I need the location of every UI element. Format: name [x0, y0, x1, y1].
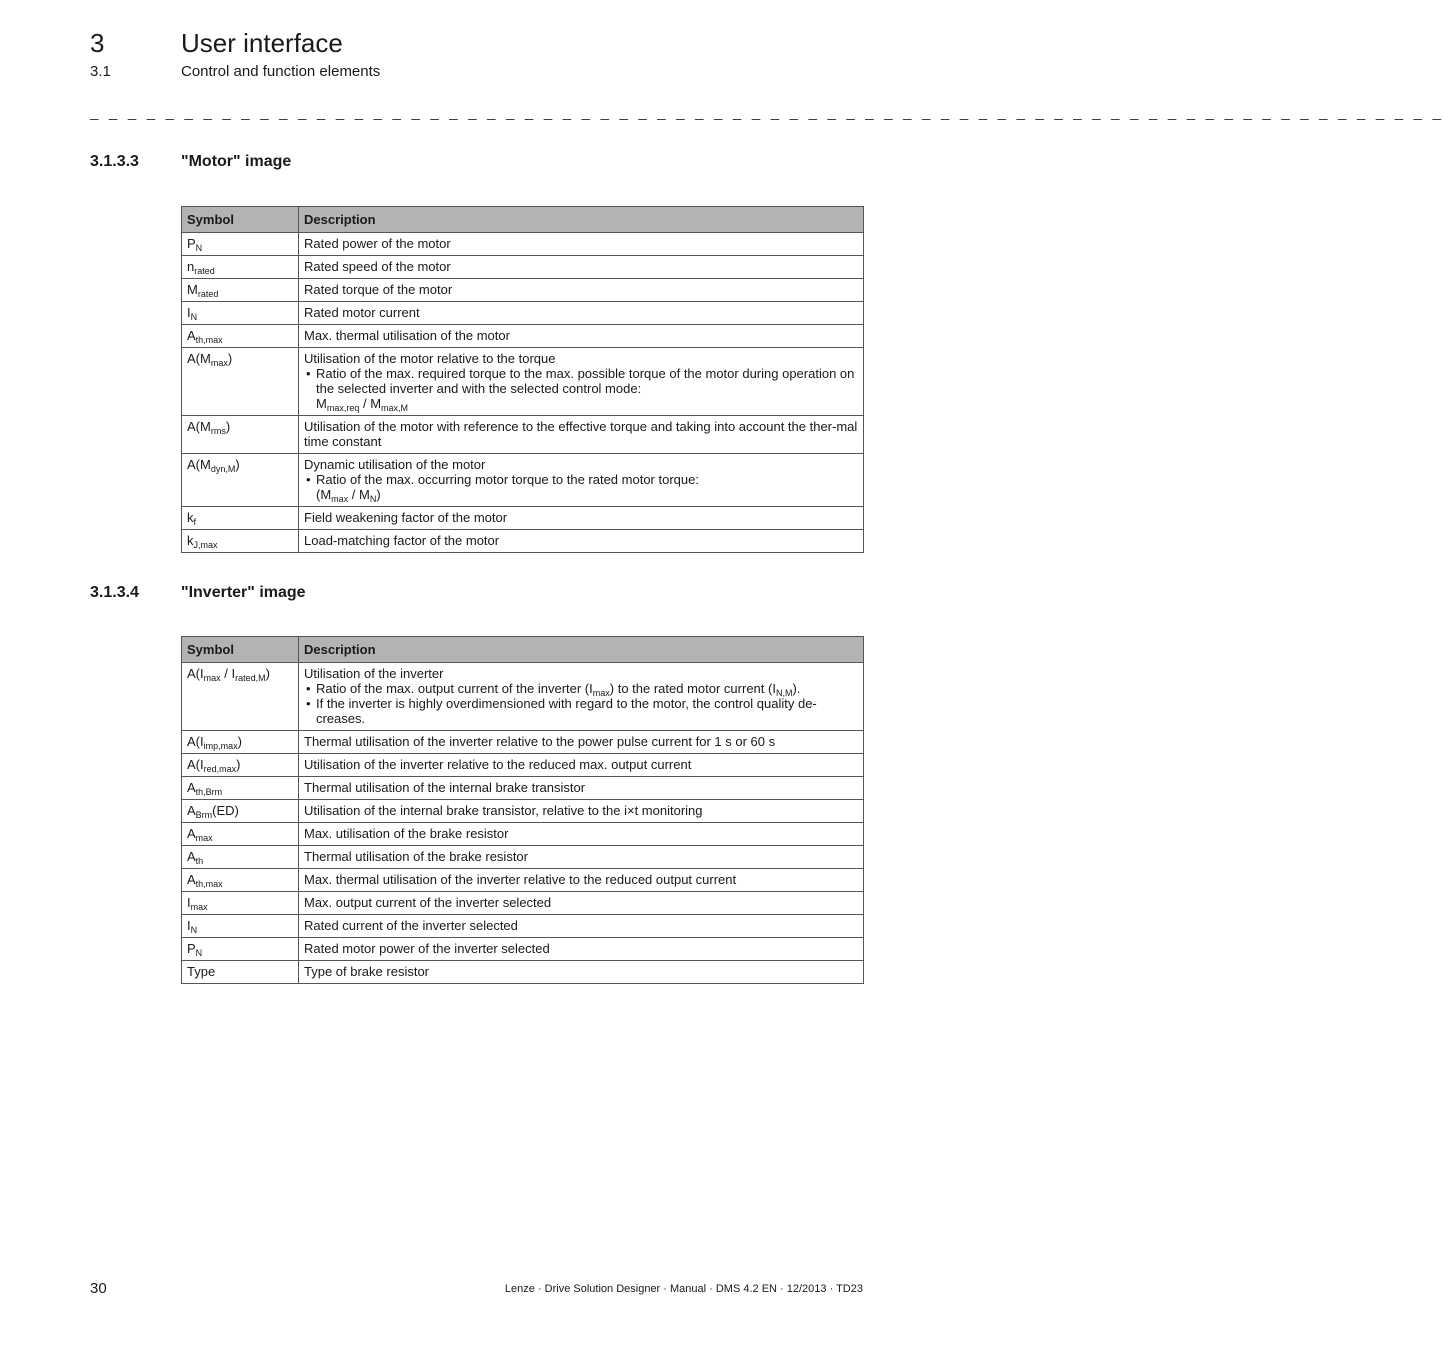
table-row	[182, 892, 864, 915]
symbol-text: A(I	[187, 734, 204, 749]
table-row	[182, 454, 864, 507]
symbol-text: A	[187, 872, 196, 887]
symbol-subscript: N	[190, 312, 198, 322]
table-row	[182, 325, 864, 348]
description-text: Thermal utilisation of the inverter relative to the power pulse current for 1 s or 60 s	[304, 734, 776, 749]
table-row	[182, 530, 864, 553]
symbol-text: P	[187, 236, 196, 251]
symbol-subscript: rated,M	[235, 673, 266, 683]
description-cell	[299, 325, 864, 348]
symbol-cell	[182, 823, 299, 846]
description-cell	[299, 302, 864, 325]
symbol-cell	[182, 416, 299, 454]
description-text: Rated motor current	[304, 305, 420, 320]
description-cell	[299, 663, 864, 731]
symbol-subscript: th,max	[195, 335, 223, 345]
symbol-text: A	[187, 826, 196, 841]
symbol-cell	[182, 961, 299, 984]
formula-text: M	[316, 396, 327, 411]
description-text: Utilisation of the inverter relative to the reduced max. output current	[304, 757, 692, 772]
formula-text: )	[376, 487, 381, 502]
description-text: Rated speed of the motor	[304, 259, 451, 274]
symbol-text: )	[227, 351, 233, 366]
symbol-text: A(I	[187, 666, 204, 681]
symbol-subscript: imp,max	[203, 741, 238, 751]
motor-section-title: "Motor" image	[181, 153, 292, 170]
symbol-cell	[182, 663, 299, 731]
table-row	[182, 915, 864, 938]
formula	[304, 487, 858, 502]
table-row	[182, 279, 864, 302]
symbol-text: I	[187, 895, 191, 910]
description-text: Utilisation of the motor with reference to the effective torque and taking into account the ther-mal time constant	[304, 419, 858, 449]
formula	[304, 396, 858, 411]
symbol-cell	[182, 915, 299, 938]
description-text: Rated torque of the motor	[304, 282, 453, 297]
formula-text: / M	[359, 396, 382, 411]
description-text: Rated motor power of the inverter selected	[304, 941, 550, 956]
description-column-header: Description	[299, 637, 864, 663]
symbol-cell	[182, 325, 299, 348]
symbol-text: A	[187, 849, 196, 864]
symbol-text: A(M	[187, 351, 211, 366]
symbol-cell	[182, 938, 299, 961]
formula-subscript: max,req	[326, 403, 360, 413]
bullet-text: Ratio of the max. output current of the inverter (I	[316, 681, 593, 696]
symbol-subscript: N	[195, 948, 203, 958]
description-text: Rated power of the motor	[304, 236, 451, 251]
description-cell	[299, 233, 864, 256]
symbol-subscript: th	[195, 856, 204, 866]
symbol-subscript: N	[190, 925, 198, 935]
description-text: Utilisation of the motor relative to the torque	[304, 351, 556, 366]
table-row	[182, 416, 864, 454]
symbol-text: )	[235, 457, 240, 472]
table-row	[182, 233, 864, 256]
table-row	[182, 754, 864, 777]
table-header-row	[182, 207, 864, 233]
description-text: Rated current of the inverter selected	[304, 918, 518, 933]
motor-section-number: 3.1.3.3	[90, 153, 139, 170]
description-cell	[299, 530, 864, 553]
description-cell	[299, 846, 864, 869]
symbol-column-header: Symbol	[182, 637, 299, 663]
formula-subscript: N	[369, 494, 377, 504]
description-text: Utilisation of the inverter	[304, 666, 444, 681]
description-cell	[299, 256, 864, 279]
symbol-text: )	[237, 734, 242, 749]
description-cell	[299, 823, 864, 846]
table-row	[182, 869, 864, 892]
description-text: Thermal utilisation of the brake resistor	[304, 849, 528, 864]
header-divider: _ _ _ _ _ _ _ _ _ _ _ _ _ _ _ _ _ _ _ _ _ _ _ _ _ _ _ _ _ _ _ _ _ _ _ _ _ _ _ _ _ _ _ _ _ _ _ _ _ _ _ _ _ _ _ _ _ _ _ _ _ _ _ _ _ _ _ _ _ _ _ _	[90, 104, 1444, 121]
description-cell	[299, 915, 864, 938]
symbol-text: I	[187, 918, 191, 933]
table-row	[182, 507, 864, 530]
document-info: Lenze · Drive Solution Designer · Manual · DMS 4.2 EN · 12/2013 · TD23	[504, 1283, 863, 1295]
description-cell	[299, 938, 864, 961]
description-text: Max. output current of the inverter selected	[304, 895, 552, 910]
symbol-cell	[182, 454, 299, 507]
table-row	[182, 961, 864, 984]
symbol-column-header: Symbol	[182, 207, 299, 233]
description-cell	[299, 348, 864, 416]
symbol-cell	[182, 800, 299, 823]
inverter-section-number: 3.1.3.4	[90, 584, 139, 601]
description-cell	[299, 754, 864, 777]
formula-text: (M	[316, 487, 332, 502]
symbol-text: A	[187, 328, 196, 343]
symbol-cell	[182, 256, 299, 279]
description-text: Type of brake resistor	[304, 964, 429, 979]
symbol-cell	[182, 869, 299, 892]
symbol-text: )	[225, 419, 231, 434]
symbol-cell	[182, 530, 299, 553]
table-row	[182, 663, 864, 731]
symbol-subscript: N	[195, 243, 203, 253]
bullet-item: • Ratio of the max. occurring motor torque to the rated motor torque:	[304, 472, 858, 487]
symbol-text: (ED)	[212, 803, 239, 818]
description-column-header: Description	[299, 207, 864, 233]
symbol-cell	[182, 302, 299, 325]
description-text: Load-matching factor of the motor	[304, 533, 500, 548]
bullet-subscript: N,M	[775, 688, 793, 698]
bullet-item	[304, 681, 858, 696]
table-row	[182, 938, 864, 961]
formula-subscript: max,M	[381, 403, 409, 413]
symbol-subscript: th,Brm	[195, 787, 223, 797]
formula-subscript: max	[331, 494, 349, 504]
symbol-text: Type	[187, 964, 216, 979]
formula-text: / M	[348, 487, 370, 502]
description-text: Utilisation of the internal brake transistor, relative to the i×t monitoring	[304, 803, 703, 818]
description-cell	[299, 731, 864, 754]
bullet-text: ) to the rated motor current (I	[609, 681, 776, 696]
description-text: Dynamic utilisation of the motor	[304, 457, 486, 472]
description-text: Max. thermal utilisation of the inverter relative to the reduced output current	[304, 872, 737, 887]
section-title: Control and function elements	[181, 63, 381, 80]
symbol-subscript: max	[195, 833, 213, 843]
symbol-subscript: red,max	[203, 764, 237, 774]
symbol-text: n	[187, 259, 195, 274]
symbol-cell	[182, 777, 299, 800]
symbol-text: I	[187, 305, 191, 320]
table-row	[182, 777, 864, 800]
description-cell	[299, 507, 864, 530]
bullet-text: ).	[792, 681, 801, 696]
symbol-text: k	[187, 533, 194, 548]
symbol-subscript: f	[193, 517, 197, 527]
description-cell	[299, 869, 864, 892]
symbol-subscript: rms	[210, 426, 226, 436]
symbol-text: A	[187, 780, 196, 795]
table-row	[182, 348, 864, 416]
symbol-text: A(M	[187, 457, 211, 472]
symbol-text: / I	[220, 666, 236, 681]
symbol-text: P	[187, 941, 196, 956]
description-text: Thermal utilisation of the internal brake transistor	[304, 780, 586, 795]
table-row	[182, 800, 864, 823]
symbol-cell	[182, 233, 299, 256]
bullet-item: • If the inverter is highly overdimensioned with regard to the motor, the control quality de-creases.	[304, 696, 858, 726]
symbol-subscript: Brm	[195, 810, 213, 820]
description-cell	[299, 800, 864, 823]
symbol-cell	[182, 892, 299, 915]
table-row	[182, 302, 864, 325]
symbol-subscript: max	[210, 358, 228, 368]
motor-symbol-table	[181, 206, 864, 553]
bullet-item: • Ratio of the max. required torque to the max. possible torque of the motor during operation on the selected inverter and with the selected control mode:	[304, 366, 858, 396]
symbol-subscript: max	[203, 673, 221, 683]
table-header-row	[182, 637, 864, 663]
table-row	[182, 256, 864, 279]
symbol-subscript: dyn,M	[210, 464, 236, 474]
page-number: 30	[90, 1280, 107, 1297]
inverter-symbol-table	[181, 636, 864, 984]
symbol-cell	[182, 846, 299, 869]
symbol-text: )	[265, 666, 270, 681]
description-cell	[299, 892, 864, 915]
symbol-cell	[182, 754, 299, 777]
bullet-subscript: max	[592, 688, 610, 698]
symbol-subscript: rated	[194, 266, 215, 276]
table-row	[182, 823, 864, 846]
section-number: 3.1	[90, 63, 111, 80]
symbol-text: A(I	[187, 757, 204, 772]
description-cell	[299, 777, 864, 800]
symbol-text: k	[187, 510, 194, 525]
table-row	[182, 731, 864, 754]
symbol-cell	[182, 507, 299, 530]
inverter-section-title: "Inverter" image	[181, 584, 306, 601]
description-text: Max. thermal utilisation of the motor	[304, 328, 510, 343]
chapter-number: 3	[90, 28, 105, 58]
description-cell	[299, 454, 864, 507]
symbol-cell	[182, 731, 299, 754]
symbol-text: A(M	[187, 419, 211, 434]
symbol-subscript: rated	[197, 289, 219, 299]
description-text: Field weakening factor of the motor	[304, 510, 508, 525]
symbol-text: A	[187, 803, 196, 818]
description-cell	[299, 416, 864, 454]
description-cell	[299, 279, 864, 302]
description-text: Max. utilisation of the brake resistor	[304, 826, 509, 841]
symbol-cell	[182, 348, 299, 416]
chapter-title: User interface	[181, 28, 343, 58]
symbol-subscript: max	[190, 902, 208, 912]
symbol-cell	[182, 279, 299, 302]
symbol-text: )	[236, 757, 241, 772]
symbol-text: M	[187, 282, 198, 297]
description-cell	[299, 961, 864, 984]
symbol-subscript: th,max	[195, 879, 223, 889]
symbol-subscript: J,max	[193, 540, 218, 550]
table-row	[182, 846, 864, 869]
